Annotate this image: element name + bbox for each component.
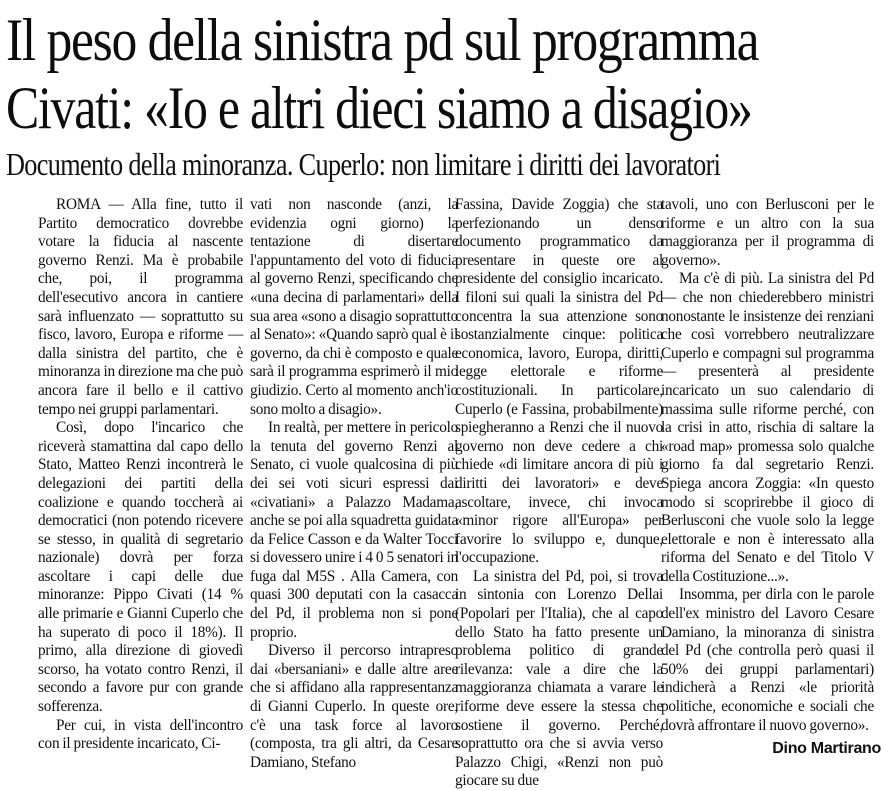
paragraph: ROMA — Alla fine, tutto il Partito democratico dovrebbe votare la fiducia al nascente governo Renzi. Ma è probabile che, poi, il programma dell'esecutivo ancora in cantiere sarà influenzato — soprattutto su fisco, lavoro, Europa e riforme — dalla sinistra del partito, che è minoranza in direzione ma che può ancora fare il bello e il cattivo tempo nei gruppi parlamentari. <box>38 196 243 418</box>
article-column-2 <box>250 196 458 771</box>
article-column-1 <box>38 196 243 756</box>
paragraph: La sinistra del Pd, poi, si trova in sintonia con Lorenzo Dellai (Popolari per l'Italia), che al capo dello Stato ha fatto presente un problema politico di grande rilevanza: vale a dire che la maggioranza chiamata a varare le riforme deve essere la stessa che sostiene il governo. Perché, soprattutto ora che si avvia verso Palazzo Chigi, «Renzi non può giocare su due <box>455 567 663 790</box>
subheadline: Documento della minoranza. Cuperlo: non limitare i diritti dei lavoratori <box>6 146 721 182</box>
paragraph: Così, dopo l'incarico che riceverà stamattina dal capo dello Stato, Matteo Renzi incontrerà le delegazioni dei partiti della coalizione e quando toccherà ai democratici (non potendo ricevere se stesso, in qualità di segretario nazionale) dovrà per forza ascoltare i capi delle due minoranze: Pippo Civati (14 % alle primarie e Gianni Cuperlo che ha superato di poco il 18%). Il primo, alla direzione di giovedì scorso, ha votato contro Renzi, il secondo a favore pur con grande sofferenza. <box>38 419 243 716</box>
headline-line-1: Il peso della sinistra pd sul programma <box>6 7 759 73</box>
paragraph: vati non nasconde (anzi, la evidenzia ogni giorno) la tentazione di disertare l'appuntamento del voto di fiducia al governo Renzi, specificando che «una decina di parlamentari» della sua area «sono a disagio soprattutto al Senato»: «Quando saprò qual è il governo, da chi è composto e quale sarà il programma esprimerò il mio giudizio. Certo al momento anch'io sono molto a disagio». <box>250 196 458 418</box>
paragraph: Insomma, per dirla con le parole dell'ex ministro del Lavoro Cesare Damiano, la minoranza di sinistra del Pd (che controlla però quasi il 50% dei gruppi parlamentari) indicherà a Renzi «le priorità politiche, economiche e sociali che dovrà affrontare il nuovo governo». <box>661 586 874 734</box>
paragraph: Per cui, in vista dell'incontro con il presidente incaricato, Ci- <box>38 716 243 753</box>
headline-line-2: Civati: «Io e altri dieci siamo a disagio» <box>6 75 752 141</box>
paragraph: Fassina, Davide Zoggia) che sta perfezionando un denso documento programmatico da presentare in queste ore al presidente del consiglio incaricato. I filoni sui quali la sinistra del Pd concentra la sua attenzione sono sostanzialmente cinque: politica economica, lavoro, Europa, diritti, legge elettorale e riforme costituzionali. In particolare, Cuperlo (e Fassina, probabilmente) spiegheranno a Renzi che il nuovo governo non deve cedere a chi chiede «di limitare ancora di più i diritti dei lavoratori» e deve ascoltare, invece, chi invoca «minor rigore all'Europa» per favorire lo sviluppo e, dunque, l'occupazione. <box>455 196 663 567</box>
paragraph: Diverso il percorso intrapreso dai «bersaniani» e dalle altre aree che si affidano alla rappresentanza di Gianni Cuperlo. In queste ore, c'è una task force al lavoro (composta, tra gli altri, da Cesare Damiano, Stefano <box>250 642 458 771</box>
paragraph: Ma c'è di più. La sinistra del Pd — che non chiederebbero ministri nonostante le insistenze dei renziani che così vorrebbero neutralizzare Cuperlo e compagni sul programma — presenterà al presidente incaricato un suo calendario di massima sulle riforme perché, con la crisi in atto, rischia di saltare la «road map» promessa solo qualche giorno fa dal segretario Renzi. Spiega ancora Zoggia: «In questo modo si scoprirebbe il gioco di Berlusconi che vuole solo la legge elettorale e non è interessato alla riforma del Senato e del Titolo V della Costituzione...». <box>661 270 874 585</box>
paragraph: tavoli, uno con Berlusconi per le riforme e un altro con la sua maggioranza per il programma di governo». <box>661 196 874 269</box>
paragraph: In realtà, per mettere in pericolo la tenuta del governo Renzi al Senato, ci vuole qualcosina di più dei sei voti sicuri espressi dai «civatiani» a Palazzo Madama, anche se poi alla squadretta guidata da Felice Casson e da Walter Tocci si dovessero unire i 4 0 5 senatori in fuga dal M5S . Alla Camera, con quasi 300 deputati con la casacca del Pd, il problema non si pone proprio. <box>250 419 458 641</box>
byline: Dino Martirano <box>772 740 881 757</box>
article-column-4 <box>661 196 874 756</box>
article-column-3 <box>455 196 663 790</box>
